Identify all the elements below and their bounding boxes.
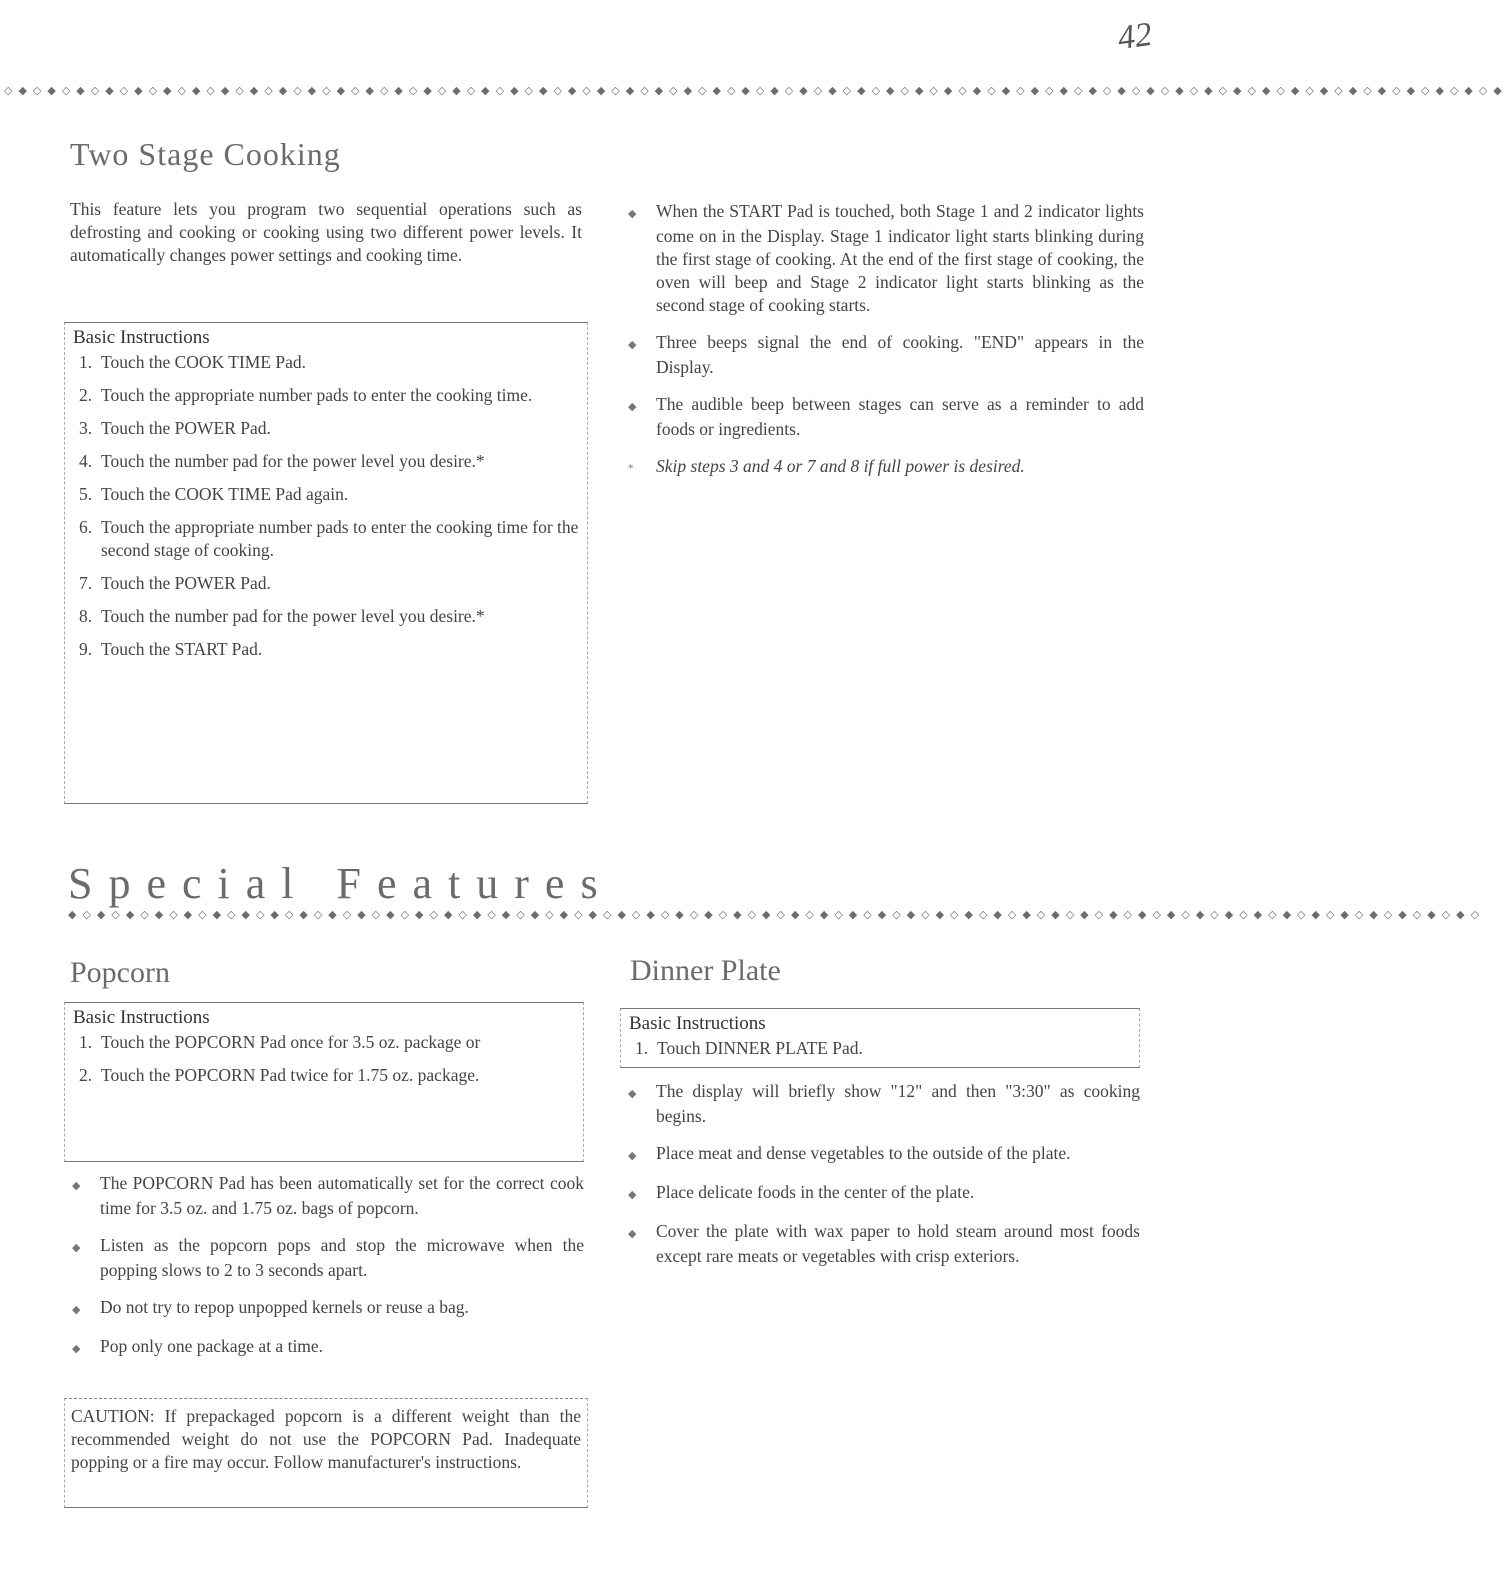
footnote-text: Skip steps 3 and 4 or 7 and 8 if full power is desired. bbox=[656, 456, 1025, 476]
diamond-bullet-icon: ◆ bbox=[628, 1087, 637, 1100]
popcorn-caution: CAUTION: If prepackaged popcorn is a different weight than the recommended weight do not use the POPCORN Pad. Inadequate popping or a fire may occur. Follow manufacturer's instructions. bbox=[64, 1398, 588, 1508]
diamond-bullet-icon: ◆ bbox=[628, 400, 637, 413]
step-text: Touch the START Pad. bbox=[101, 639, 263, 659]
note-text: Place delicate foods in the center of the plate. bbox=[656, 1182, 975, 1202]
step-item bbox=[73, 605, 579, 628]
section-title-two-stage: Two Stage Cooking bbox=[70, 136, 341, 172]
step-number: 4. bbox=[79, 451, 93, 471]
popcorn-notes bbox=[72, 1172, 584, 1374]
intro-text: This feature lets you program two sequential operations such as defrosting and cooking or cooking using two different power levels. It automatically changes power settings and cooking time. bbox=[70, 199, 582, 265]
step-item bbox=[73, 1031, 575, 1054]
basic-instructions-title: Basic Instructions bbox=[73, 327, 210, 348]
step-text: Touch the POPCORN Pad once for 3.5 oz. package or bbox=[101, 1032, 481, 1052]
step-item bbox=[73, 516, 579, 562]
dinner-plate-notes bbox=[628, 1080, 1140, 1282]
basic-instructions-title: Basic Instructions bbox=[73, 1007, 210, 1028]
step-number: 1. bbox=[79, 352, 93, 372]
diamond-bullet-icon: ◆ bbox=[72, 1179, 81, 1192]
note-item bbox=[628, 393, 1144, 441]
diamond-bullet-icon: ◆ bbox=[72, 1303, 81, 1316]
dinner-plate-basic-instructions bbox=[620, 1008, 1140, 1068]
note-item bbox=[628, 1220, 1140, 1268]
step-item bbox=[73, 417, 579, 440]
diamond-rule-icon: ◆◇◆◇◆◇◆◇◆◇◆◇◆◇◆◇◆◇◆◇◆◇◆◇◆◇◆◇◆◇◆◇◆◇◆◇◆◇◆◇◆◇◆◇◆◇◆◇◆◇◆◇◆◇◆◇◆◇◆◇◆◇◆◇◆◇◆◇◆◇◆◇◆◇◆◇◆◇◆◇◆◇◆◇◆◇◆◇◆◇◆◇◆◇◆◇◆◇ bbox=[68, 908, 1486, 921]
note-text: When the START Pad is touched, both Stage 1 and 2 indicator lights come on in the Display. Stage 1 indicator light starts blinking during the first stage of cooking. At the end of the first stage of cooking, the oven will beep and Stage 2 indicator light starts blinking as the second stage of cooking starts. bbox=[656, 201, 1144, 315]
basic-instructions-title: Basic Instructions bbox=[629, 1013, 766, 1034]
step-text: Touch the POWER Pad. bbox=[101, 418, 271, 438]
note-item bbox=[72, 1296, 584, 1321]
two-stage-basic-instructions bbox=[64, 322, 588, 804]
step-item bbox=[73, 450, 579, 473]
two-stage-intro bbox=[70, 198, 582, 267]
step-text: Touch the POPCORN Pad twice for 1.75 oz. package. bbox=[101, 1065, 480, 1085]
step-number: 1. bbox=[635, 1038, 649, 1058]
step-number: 1. bbox=[79, 1032, 93, 1052]
two-stage-notes bbox=[628, 200, 1144, 494]
diamond-bullet-icon: ◆ bbox=[628, 338, 637, 351]
step-text: Touch the COOK TIME Pad again. bbox=[101, 484, 349, 504]
note-text: Listen as the popcorn pops and stop the microwave when the popping slows to 2 to 3 seconds apart. bbox=[100, 1235, 584, 1280]
step-number: 9. bbox=[79, 639, 93, 659]
section-title-popcorn: Popcorn bbox=[70, 956, 170, 989]
section-title-dinner-plate: Dinner Plate bbox=[630, 954, 781, 987]
note-item bbox=[72, 1335, 584, 1360]
step-item bbox=[73, 572, 579, 595]
step-number: 2. bbox=[79, 385, 93, 405]
step-number: 2. bbox=[79, 1065, 93, 1085]
step-item bbox=[73, 351, 579, 374]
diamond-bullet-icon: ◆ bbox=[628, 1149, 637, 1162]
step-text: Touch the number pad for the power level you desire.* bbox=[101, 606, 485, 626]
note-text: Cover the plate with wax paper to hold steam around most foods except rare meats or vegetables with crisp exteriors. bbox=[656, 1221, 1140, 1266]
step-text: Touch the COOK TIME Pad. bbox=[101, 352, 307, 372]
footnote-mark: * bbox=[628, 462, 634, 475]
note-text: Do not try to repop unpopped kernels or reuse a bag. bbox=[100, 1297, 469, 1317]
note-item bbox=[628, 1080, 1140, 1128]
step-text: Touch the POWER Pad. bbox=[101, 573, 271, 593]
note-item bbox=[628, 1142, 1140, 1167]
note-item bbox=[628, 331, 1144, 379]
note-text: The display will briefly show "12" and then "3:30" as cooking begins. bbox=[656, 1081, 1140, 1126]
diamond-bullet-icon: ◆ bbox=[628, 207, 637, 220]
step-item bbox=[73, 483, 579, 506]
step-item bbox=[73, 638, 579, 661]
step-number: 5. bbox=[79, 484, 93, 504]
step-item bbox=[73, 384, 579, 407]
step-text: Touch DINNER PLATE Pad. bbox=[657, 1038, 863, 1058]
diamond-bullet-icon: ◆ bbox=[72, 1241, 81, 1254]
note-item bbox=[72, 1172, 584, 1220]
note-item bbox=[72, 1234, 584, 1282]
step-text: Touch the number pad for the power level you desire.* bbox=[101, 451, 485, 471]
note-item bbox=[628, 200, 1144, 317]
diamond-bullet-icon: ◆ bbox=[628, 1188, 637, 1201]
diamond-bullet-icon: ◆ bbox=[72, 1342, 81, 1355]
step-number: 7. bbox=[79, 573, 93, 593]
step-text: Touch the appropriate number pads to enter the cooking time for the second stage of cooking. bbox=[101, 517, 579, 560]
step-number: 3. bbox=[79, 418, 93, 438]
note-text: The audible beep between stages can serve as a reminder to add foods or ingredients. bbox=[656, 394, 1144, 439]
note-text: Place meat and dense vegetables to the outside of the plate. bbox=[656, 1143, 1071, 1163]
step-item bbox=[629, 1037, 1131, 1060]
step-item bbox=[73, 1064, 575, 1087]
step-number: 6. bbox=[79, 517, 93, 537]
note-item bbox=[628, 1181, 1140, 1206]
diamond-rule-icon: ◇◆◇◆◇◆◇◆◇◆◇◆◇◆◇◆◇◆◇◆◇◆◇◆◇◆◇◆◇◆◇◆◇◆◇◆◇◆◇◆◇◆◇◆◇◆◇◆◇◆◇◆◇◆◇◆◇◆◇◆◇◆◇◆◇◆◇◆◇◆◇◆◇◆◇◆◇◆◇◆◇◆◇◆◇◆◇◆◇◆◇◆◇◆◇◆◇◆◇◆◇◆◇◆ bbox=[4, 84, 1508, 97]
note-text: The POPCORN Pad has been automatically set for the correct cook time for 3.5 oz. and 1.75 oz. bags of popcorn. bbox=[100, 1173, 584, 1218]
note-text: Pop only one package at a time. bbox=[100, 1336, 324, 1356]
step-text: Touch the appropriate number pads to enter the cooking time. bbox=[101, 385, 533, 405]
page-number: 42 bbox=[1115, 15, 1155, 58]
section-title-special-features: Special Features bbox=[68, 859, 614, 908]
footnote-item bbox=[628, 455, 1144, 480]
diamond-bullet-icon: ◆ bbox=[628, 1227, 637, 1240]
popcorn-basic-instructions bbox=[64, 1002, 584, 1162]
note-text: Three beeps signal the end of cooking. "END" appears in the Display. bbox=[656, 332, 1144, 377]
step-number: 8. bbox=[79, 606, 93, 626]
